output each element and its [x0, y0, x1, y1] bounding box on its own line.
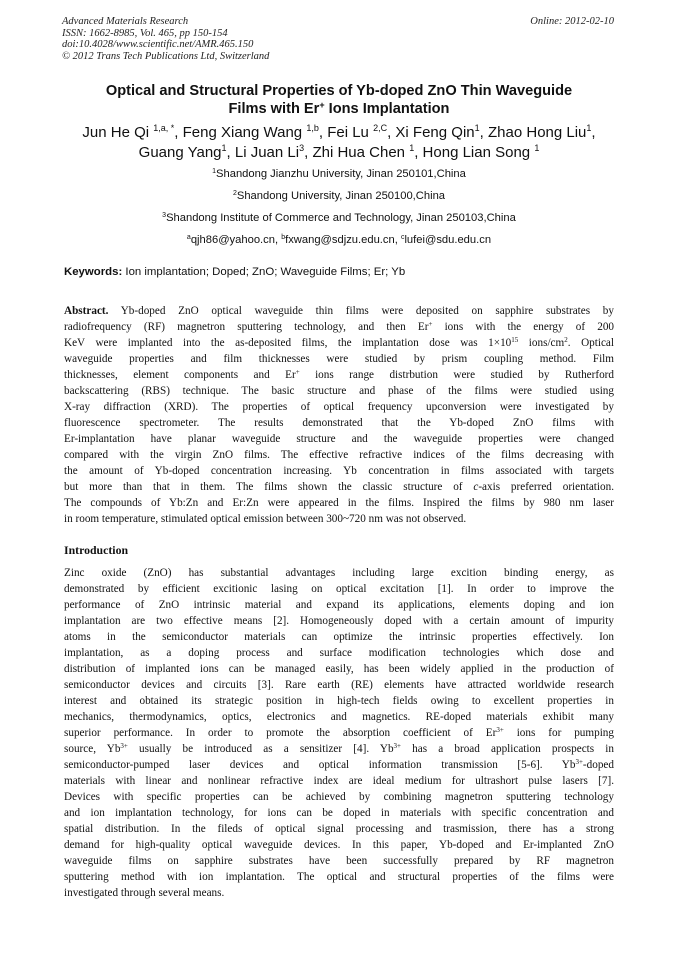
keywords [64, 265, 616, 279]
affiliation-marker: 1 [212, 168, 217, 175]
affiliation-marker: 2 [232, 190, 237, 197]
abstract-line [64, 367, 614, 383]
email-address[interactable]: lufei@sdu.edu.cn [404, 234, 492, 246]
title-superscript: + [319, 100, 325, 110]
intro-line: demonstrated by efficient excitionic lasing on optical excitation [1]. In order to improve the [64, 583, 614, 595]
title-text: Films with Er [228, 101, 320, 117]
affiliation-marker: 3 [162, 212, 167, 219]
journal-doi: doi:10.4028/www.scientific.net/AMR.465.150 [62, 39, 254, 50]
title-line-2 [40, 100, 638, 118]
author-sep: , [591, 124, 596, 141]
affiliation-1 [40, 167, 638, 181]
author-sep: , [226, 144, 235, 161]
abstract-line: in room temperature, stimulated optical emission between 300~720 nm was not observed. [64, 513, 467, 525]
journal-header [62, 16, 269, 62]
author-name: Zhi Hua Chen [312, 144, 406, 161]
superscript: 3+ [120, 742, 128, 750]
affiliation-text: Shandong Institute of Commerce and Technology, Jinan 250103,China [166, 212, 516, 224]
author-list [30, 123, 648, 163]
email-address[interactable]: qjh86@yahoo.cn, [190, 234, 282, 246]
superscript: 3+ [575, 758, 583, 766]
abstract-line [64, 479, 614, 495]
intro-line: implantation are two effective means [2]. Homogeneously doped with a certain amount of impurity [64, 615, 614, 627]
intro-line: materials with linear and nonlinear refractive index are ideal medium for ultrashort pulse lasers [7]. [64, 775, 614, 787]
author-affil: 1 [586, 123, 592, 133]
author-name: Li Juan Li [234, 144, 300, 161]
author-line-2 [30, 143, 648, 163]
keywords-text: Ion implantation; Doped; ZnO; Waveguide Films; Er; Yb [122, 266, 406, 278]
intro-line [64, 757, 614, 773]
abstract-line: The compounds of Yb:Zn and Er:Zn were appeared in the films. Inspired the films by 980 nm laser [64, 497, 614, 509]
text: source, Yb [64, 743, 121, 755]
email-address[interactable]: fxwang@sdjzu.edu.cn, [285, 234, 401, 246]
author-name: Fei Lu [327, 124, 369, 141]
author-affil: 1 [221, 143, 227, 153]
superscript: 15 [511, 336, 519, 344]
abstract-line: backscattering (RBS) technique. The basic structure and phase of the films were studied using [64, 385, 614, 397]
superscript: + [295, 368, 300, 376]
text: . Optical [567, 337, 614, 349]
text: ions/cm [518, 337, 565, 349]
abstract-line: fluorescence spectrometer. The results demonstrated that the Yb-doped ZnO films with [64, 417, 614, 429]
journal-name: Advanced Materials Research [62, 16, 189, 27]
author-affil: 1 [474, 123, 480, 133]
author-name: Zhao Hong Liu [488, 124, 587, 141]
text: has a broad application prospects in [401, 743, 614, 755]
abstract-line: X-ray diffraction (XRD). The properties of optical frequency upconversion were investigated by [64, 401, 614, 413]
title-text: Ions Implantation [324, 101, 450, 117]
intro-line: interest and obtained its strategic position in high-tech fields owing to excellent properties in [64, 695, 614, 707]
text: usually be introduced as a sensitizer [4]. Yb [127, 743, 394, 755]
keywords-label: Keywords: [64, 266, 123, 278]
author-name: Feng Xiang Wang [182, 124, 303, 141]
title-line-1: Optical and Structural Properties of Yb-doped ZnO Thin Waveguide [105, 83, 573, 99]
intro-line [64, 741, 614, 757]
affiliation-text: Shandong University, Jinan 250100,China [236, 190, 446, 202]
author-affil: 2,C [373, 123, 388, 133]
superscript: 2 [564, 336, 568, 344]
text: semiconductor-pumped laser devices and optical information transmission [5-6]. Yb [64, 759, 576, 771]
text: ions with the energy of 200 [432, 321, 614, 333]
intro-line: semiconductor devices and circuits [3]. Rare earth (RE) elements have attracted worldwide research [64, 679, 614, 691]
text: ions for pumping [503, 727, 614, 739]
affiliation-text: Shandong Jianzhu University, Jinan 250101,China [216, 168, 466, 180]
affiliation-3 [40, 211, 638, 225]
intro-line: spatial distribution. In the fileds of optical signal processing and trasmission, there has a strong [64, 823, 614, 835]
intro-line: waveguide films on sapphire substrates have been successfully prepared by RF magnetron [64, 855, 614, 867]
email-line [40, 233, 638, 247]
email-marker: b [281, 234, 286, 241]
abstract-line: compared with the virgin ZnO films. The effective refractive indices of the films decreasing with [64, 449, 614, 461]
text: superior performance. In order to promote the absorption coefficient of Er [64, 727, 497, 739]
intro-line: sputtering method with ion implantation. The optical and structural properties of the films were [64, 871, 614, 883]
author-affil: 1 [409, 143, 415, 153]
author-sep: , [414, 144, 423, 161]
author-name: Jun He Qi [82, 124, 150, 141]
author-affil: 1 [534, 143, 540, 153]
author-sep: , [318, 124, 328, 141]
intro-line: atoms in the semiconductor materials can optimize the intrinsic properties effectively. Ion [64, 631, 614, 643]
text: Yb-doped ZnO optical waveguide thin films were deposited on sapphire substrates by [108, 305, 614, 317]
online-date: Online: 2012-02-10 [530, 16, 614, 27]
journal-issn: ISSN: 1662-8985, Vol. 465, pp 150-154 [62, 27, 228, 39]
abstract-label: Abstract. [64, 305, 109, 317]
text: ions range distrbution were studied by Rutherford [299, 369, 614, 381]
text: but more than that in them. The films shown the classic structure of [64, 481, 474, 493]
abstract-line: Er-implantation have planar waveguide structure and the waveguide properties were changed [64, 433, 614, 445]
affiliation-2 [40, 189, 638, 203]
journal-copyright: © 2012 Trans Tech Publications Ltd, Switzerland [62, 50, 270, 62]
author-name: Xi Feng Qin [395, 124, 475, 141]
intro-line: demand for high-quality optical waveguide devices. In this paper, Yb-doped and Er-implanted ZnO [64, 839, 614, 851]
author-affil: 3 [299, 143, 305, 153]
author-sep: , [387, 124, 396, 141]
author-affil: 1,a, * [153, 123, 175, 133]
abstract-line: waveguide properties and film thicknesses were studied by prism coupling method. Film [64, 353, 614, 365]
intro-line: performance of ZnO intrinsic material and expand its applications, elements doping and ion [64, 599, 614, 611]
abstract-line [64, 319, 614, 335]
intro-line: distribution of implanted ions can be managed easily, has been widely applied in the production of [64, 663, 614, 675]
text: thicknesses, element components and Er [64, 369, 296, 381]
superscript: 3+ [496, 726, 504, 734]
text: radiofrequency (RF) magnetron sputtering technology, and then Er [64, 321, 429, 333]
introduction-body [64, 565, 614, 901]
email-marker: c [400, 234, 405, 241]
intro-line: and ion implantation technology, for ions can be doped in materials with specific concentration and [64, 807, 614, 819]
author-sep: , [479, 124, 488, 141]
paper-title [40, 82, 638, 118]
author-name: Hong Lian Song [422, 144, 531, 161]
abstract [64, 303, 614, 527]
author-affil: 1,b [306, 123, 319, 133]
superscript: 3+ [393, 742, 401, 750]
intro-line [64, 725, 614, 741]
text: -axis preferred orientation. [478, 481, 614, 493]
intro-line: Devices with specific properties can be achieved by combining magnetron sputtering technology [64, 791, 614, 803]
superscript: + [428, 320, 433, 328]
abstract-line [64, 303, 614, 319]
intro-line: investigated through several means. [64, 887, 225, 899]
intro-line: Zinc oxide (ZnO) has substantial advantages including large excition binding energy, as [64, 567, 614, 579]
italic-text: c [473, 481, 479, 493]
abstract-line [64, 335, 614, 351]
text: KeV were implanted into the as-deposited films, the implantation dose was 1×10 [64, 337, 512, 349]
section-heading-introduction: Introduction [64, 543, 129, 557]
author-name: Guang Yang [138, 144, 222, 161]
author-sep: , [174, 124, 183, 141]
intro-line: implantation, as a doping process and surface modification technologies which dose and [64, 647, 614, 659]
text: -doped [582, 759, 614, 771]
email-marker: a [186, 234, 191, 241]
abstract-line: the amount of Yb-doped concentration increasing. Yb concentration in films associated with targets [64, 465, 614, 477]
intro-line: mechanics, thermodynamics, optics, electronics and magnetics. RE-doped materials exhibit many [64, 711, 614, 723]
author-sep: , [304, 144, 313, 161]
author-line-1 [30, 123, 648, 143]
